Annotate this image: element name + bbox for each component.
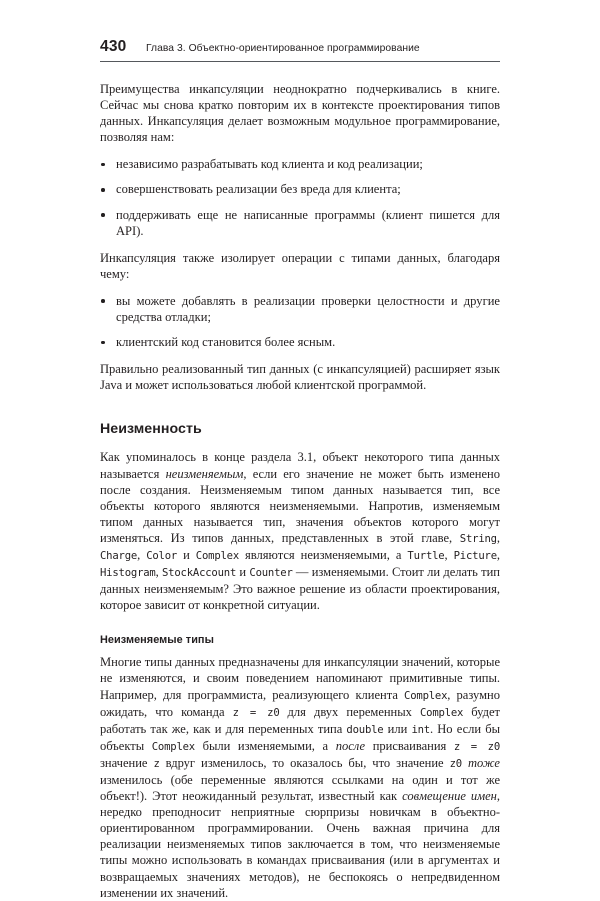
emphasis-posle: после: [335, 738, 366, 753]
bullet-dot-icon: [101, 163, 105, 167]
list-item: [100, 156, 500, 172]
list-item-label: вы можете добавлять в реализации проверки целостности и другие средства отладки;: [116, 293, 500, 325]
text-run: значение: [100, 755, 154, 770]
text-run: Как упоминалось в конце раздела 3.1, объект некоторого типа данных называется: [100, 450, 500, 481]
header-rule: [100, 61, 500, 62]
benefits-list-two: [100, 293, 500, 350]
emphasis-neizmenyaemym: неизменяемым: [165, 466, 244, 481]
section-heading-immutability: Неизменность: [100, 421, 202, 438]
bullet-dot-icon: [101, 188, 105, 192]
spacer: [100, 647, 500, 654]
text-run: . Но если бы объекты: [100, 721, 500, 753]
running-head: [100, 38, 500, 61]
bullet-dot-icon: [101, 341, 105, 345]
code-term-charge: Charge: [100, 549, 138, 562]
bullet-dot-icon: [101, 213, 105, 217]
code-term-complex: Complex: [419, 706, 464, 719]
chapter-title: Глава 3. Объектно-ориентированное программирование: [146, 43, 420, 54]
spacer: [100, 393, 500, 420]
intro-paragraph: Преимущества инкапсуляции неоднократно подчеркивались в книге. Сейчас мы снова кратко повторим их в контексте проектирования типов данных. Инкапсуляция делает возможным модульное программирование, позволяя нам:: [100, 82, 500, 145]
spacer: [100, 613, 500, 633]
list-item: [100, 181, 500, 197]
code-var-z0: z0: [449, 757, 462, 770]
code-term-picture: Picture: [453, 549, 497, 562]
code-var-z: z: [153, 757, 160, 770]
text-run: являются неизменяемыми, а: [239, 547, 408, 562]
code-term-counter: Counter: [249, 567, 293, 580]
code-term-turtle: Turtle: [407, 549, 445, 562]
code-term-histogram: Histogram: [100, 567, 156, 580]
page-content: [100, 38, 500, 901]
bullet-dot-icon: [101, 299, 105, 303]
code-term-complex: Complex: [195, 549, 240, 562]
list-item-label: клиентский код становится более ясным.: [116, 335, 336, 350]
immutability-paragraph: [100, 449, 500, 613]
text-run: ,: [155, 565, 162, 580]
spacer: [100, 350, 500, 361]
spacer: [100, 282, 500, 293]
immutable-types-paragraph: [100, 654, 500, 900]
text-run: вдруг изменилось, то оказалось бы, что значение: [159, 755, 450, 770]
spacer: [100, 438, 500, 449]
text-run: изменилось (обе переменные являются ссылками на один и тот же объект!). Этот неожиданный результат, известный как: [100, 773, 500, 804]
subsection-heading-immutable-types: Неизменяемые типы: [100, 634, 214, 647]
code-term-complex: Complex: [151, 740, 195, 753]
spacer: [100, 239, 500, 250]
list-item: [100, 293, 500, 325]
benefits-list-one: [100, 156, 500, 238]
code-statement-assignment: z = z0: [232, 706, 280, 719]
code-term-complex: Complex: [404, 689, 448, 702]
code-term-stockaccount: StockAccount: [162, 567, 237, 580]
list-item: [100, 334, 500, 350]
list-item-label: совершенствовать реализации без вреда для клиента;: [116, 182, 401, 197]
text-run: ,: [496, 547, 500, 562]
text-run: будет работать так же, как и для переменных типа: [100, 704, 500, 736]
code-term-int: int: [411, 723, 430, 736]
text-run: для двух переменных: [279, 704, 420, 719]
text-run: Многие типы данных предназначены для инкапсуляции значений, которые не изменяются, и своим поведением напоминают примитивные типы. Например, для программиста, реализующего клиента: [100, 655, 500, 702]
list-item-label: поддерживать еще не написанные программы (клиент пишется для API).: [116, 207, 500, 238]
text-run: , если его значение не может быть изменено после создания. Неизменяемым типом данных называется тип, все объекты которого являются неизменяемыми. Напротив, изменяемым типом данных называется тип, значения объектов которого могут изменяться. Из типов данных, представленных в этой главе,: [100, 466, 500, 545]
text-run: ,: [496, 530, 500, 545]
text-run: , нередко преподносит неприятные сюрпризы новичкам в объектно-ориентированном программировании. Очень важная причина для реализации неизменяемых типов заключается в том, что неизменяемые типы можно использовать в командах присваивания (или в аргументах и возвращаемых значениях методов), не беспокоясь о непредвиденном изменении их значений.: [100, 789, 501, 900]
text-run: ,: [444, 547, 454, 562]
text-run: и: [236, 565, 250, 580]
code-term-color: Color: [146, 549, 178, 562]
text-run: — изменяемыми. Стоит ли делать тип данных неизменяемым? Это важное решение из области проектирования, которое зависит от конкретной ситуации.: [100, 565, 500, 613]
code-term-double: double: [346, 723, 384, 736]
text-run: , разумно ожидать, что команда: [100, 687, 500, 719]
code-term-string: String: [459, 532, 497, 545]
body-text: [100, 81, 500, 901]
text-run: и: [177, 547, 196, 562]
page-number: 430: [100, 38, 127, 55]
text-run: ,: [137, 547, 147, 562]
list-item-label: независимо разрабатывать код клиента и код реализации;: [116, 157, 423, 172]
emphasis-tozhe: тоже: [467, 755, 500, 770]
lead-in-paragraph: Инкапсуляция также изолирует операции с типами данных, благодаря чему:: [100, 250, 500, 281]
text-run: присваивания: [365, 738, 454, 753]
text-run: или: [383, 721, 412, 736]
emphasis-sovmeshchenie-imen: совмещение имен: [402, 789, 497, 804]
spacer: [100, 145, 500, 156]
code-statement-assignment: z = z0: [453, 740, 500, 753]
list-item: [100, 207, 500, 239]
text-run: были изменяемыми, а: [194, 738, 336, 753]
closing-paragraph: Правильно реализованный тип данных (с инкапсуляцией) расширяет язык Java и может использоваться любой клиентской программой.: [100, 362, 500, 393]
